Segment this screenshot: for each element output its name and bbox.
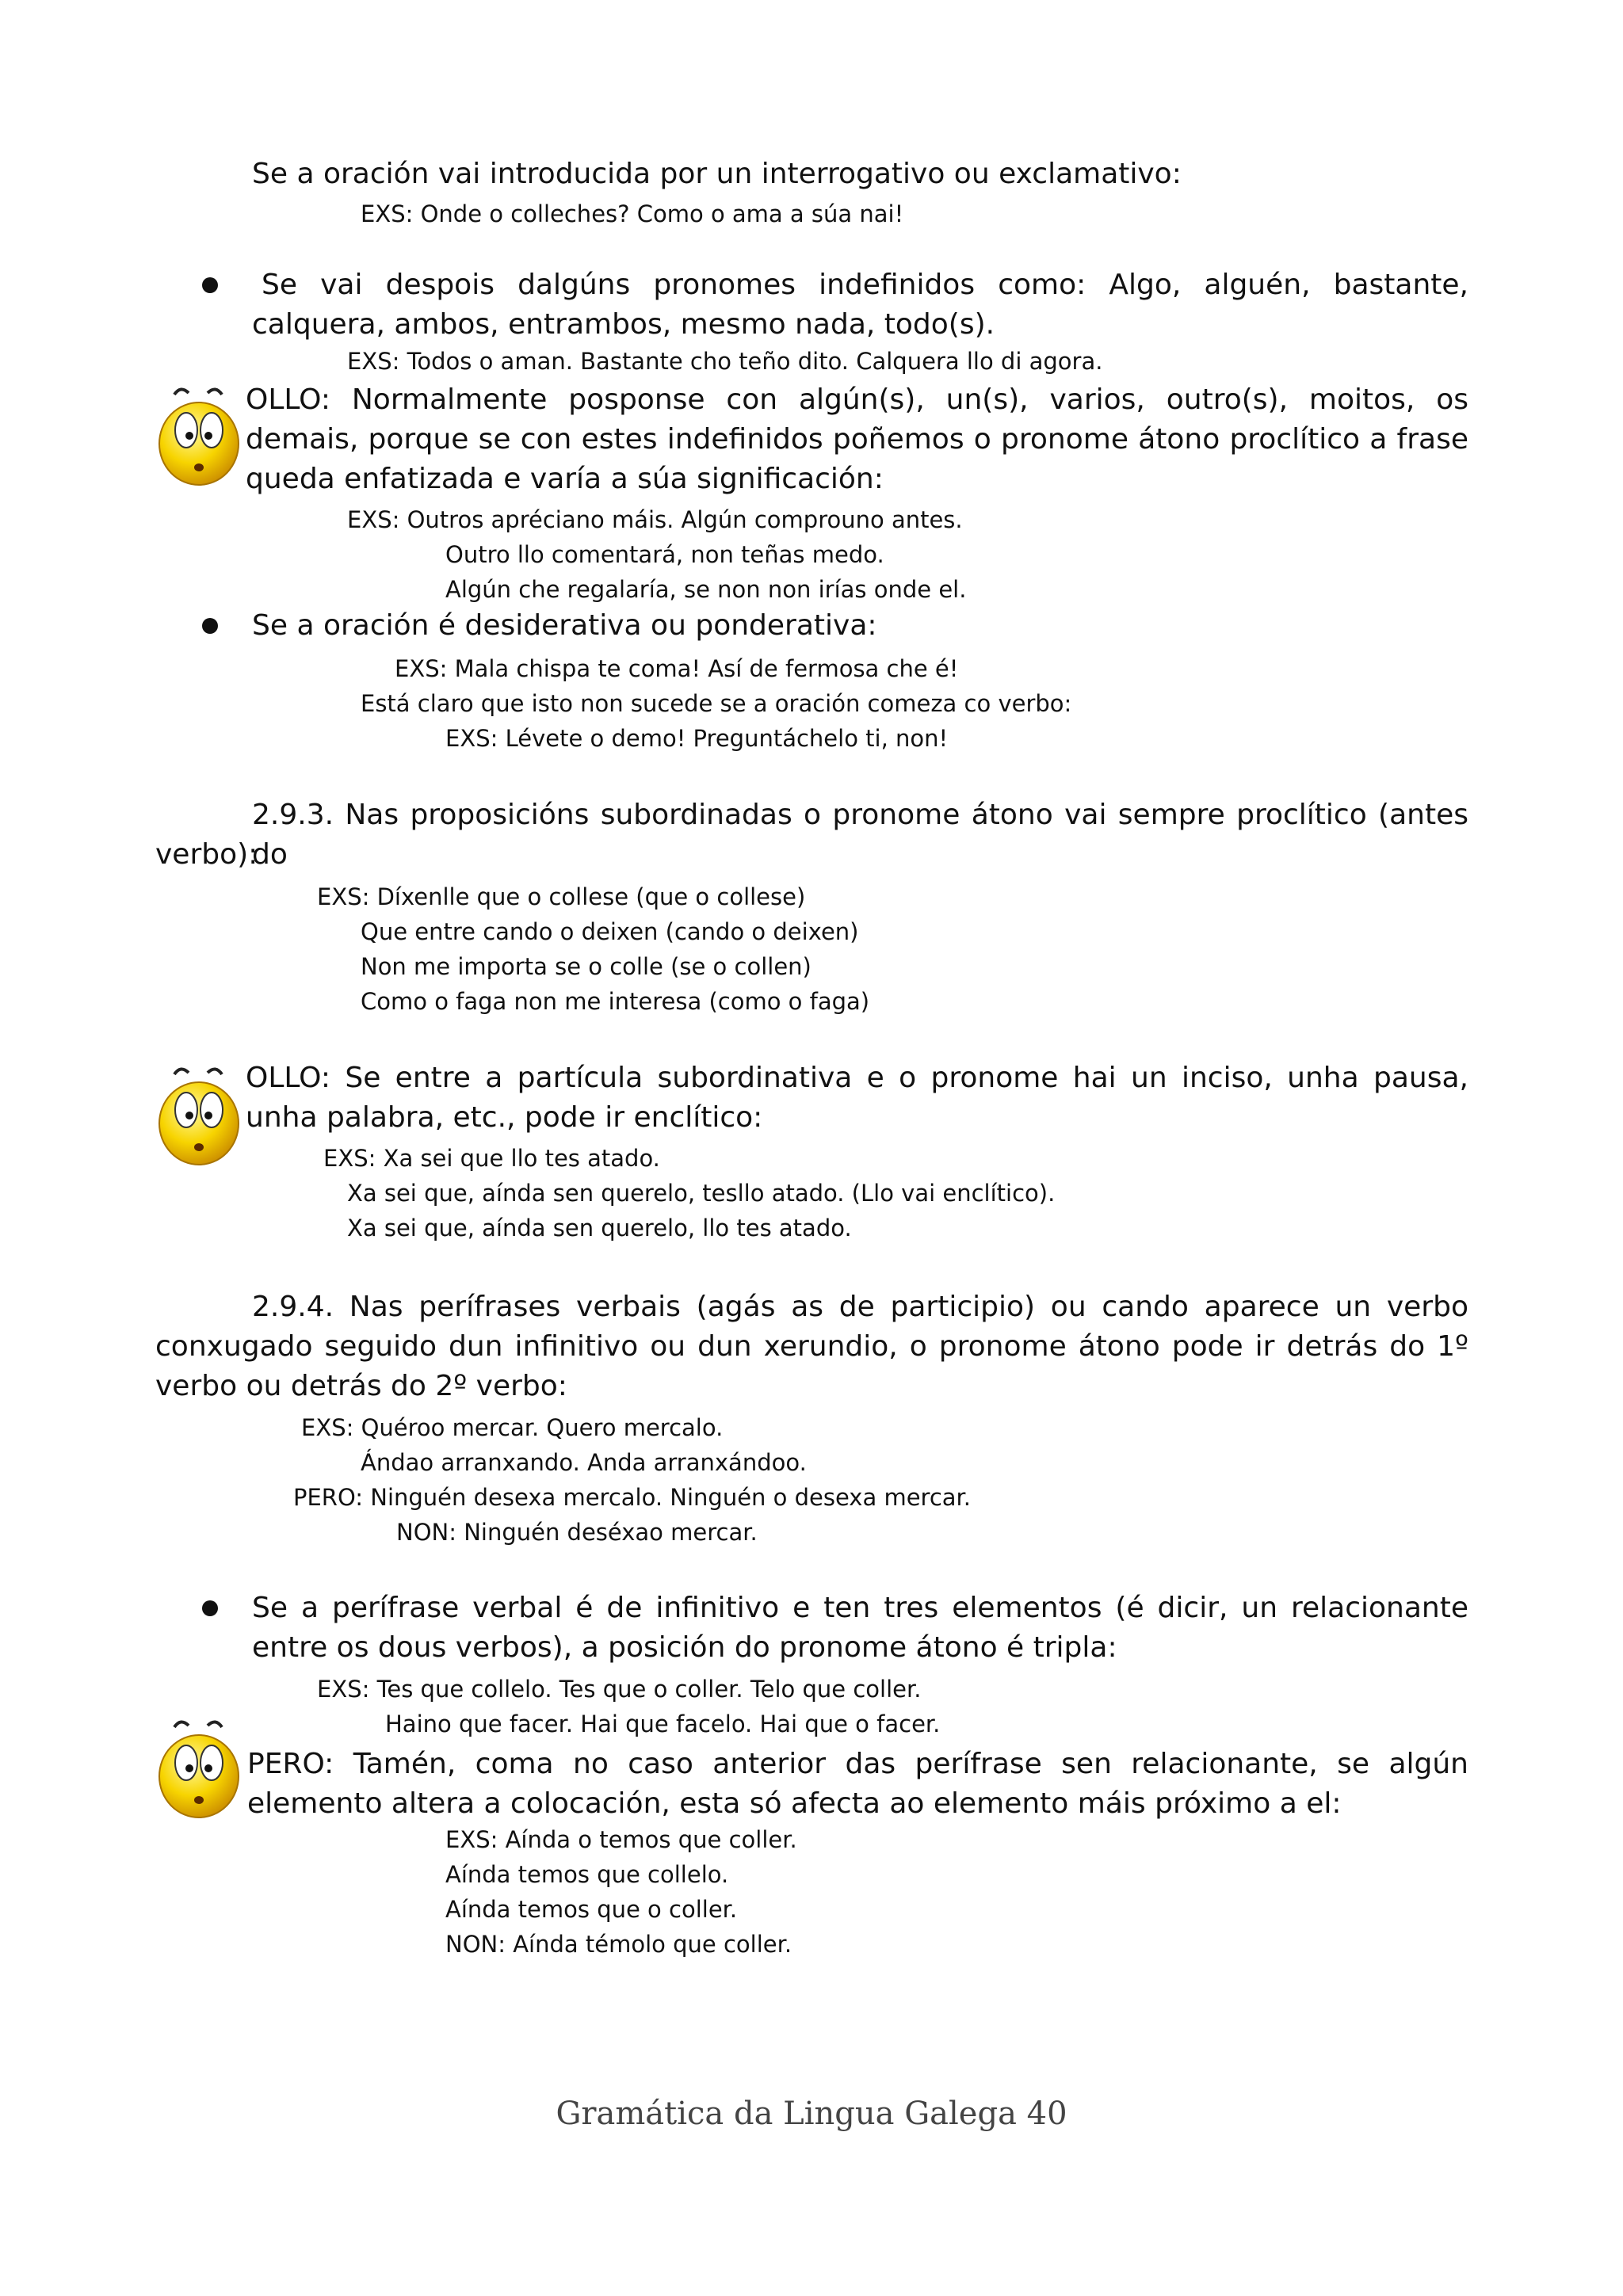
s294-example-2: Ándao arranxando. Anda arranxándoo. [361, 1449, 807, 1476]
bullet-desiderativa-examples-2: EXS: Lévete o demo! Preguntáchelo ti, non! [445, 725, 949, 752]
ollo2-example-1: EXS: Xa sei que llo tes atado. [323, 1145, 660, 1172]
pero-example-2: Aínda temos que collelo. [445, 1861, 729, 1888]
bullet-marker [202, 618, 218, 634]
ollo1-example-2: Outro llo comentará, non teñas medo. [445, 541, 884, 568]
pero-example-1: EXS: Aínda o temos que coller. [445, 1826, 797, 1853]
pero-example-3: Aínda temos que o coller. [445, 1896, 738, 1923]
bullet-desiderativa-note: Está claro que isto non sucede se a oración comeza co verbo: [361, 690, 1072, 717]
s294-example-1: EXS: Quéroo mercar. Quero mercalo. [301, 1414, 724, 1441]
bullet-desiderativa-examples: EXS: Mala chispa te coma! Así de fermosa che é! [395, 655, 959, 682]
intro-line: Se a oración vai introducida por un interrogativo ou exclamativo: [252, 158, 1182, 190]
bullet-indefinidos-text: Se vai despois dalgúns pronomes indefinidos como: Algo, alguén, bastante, calquera, ambos, entrambos, mesmo nada, todo(s). [252, 269, 1468, 341]
s294-example-3: PERO: Ninguén desexa mercalo. Ninguén o desexa mercar. [293, 1484, 972, 1511]
ollo-note-2: OLLO: Se entre a partícula subordinativa e o pronome hai un inciso, unha pausa, unha palabra, etc., pode ir enclítico: [246, 1062, 1468, 1134]
smiley-icon [157, 1060, 241, 1170]
s293-example-2: Que entre cando o deixen (cando o deixen) [361, 918, 859, 945]
s293-example-4: Como o faga non me interesa (como o faga) [361, 988, 870, 1015]
ollo1-example-3: Algún che regalaría, se non non irías onde el. [445, 576, 967, 603]
pero-note: PERO: Tamén, coma no caso anterior das perífrase sen relacionante, se algún elemento altera a colocación, esta só afecta ao elemento máis próximo a el: [247, 1748, 1468, 1820]
section-2-9-4-text: 2.9.4. Nas perífrases verbais (agás as de participio) ou cando aparece un verbo conxugado seguido dun infinitivo ou dun xerundio, o pronome átono pode ir detrás do 1º verbo ou detrás do 2º verbo: [155, 1291, 1468, 1402]
s293-example-1: EXS: Díxenlle que o collese (que o collese) [317, 883, 806, 910]
smiley-icon [157, 1713, 241, 1823]
section-2-9-3-line2: verbo): [155, 838, 258, 871]
smiley-icon [157, 380, 241, 490]
bullet-marker [202, 277, 218, 293]
bullet-marker [202, 1600, 218, 1616]
bullet3-example-2: Haino que facer. Hai que facelo. Hai que o facer. [385, 1711, 941, 1737]
pero-example-4: NON: Aínda témolo que coller. [445, 1931, 792, 1958]
bullet-desiderativa-text: Se a oración é desiderativa ou ponderativa: [252, 609, 877, 642]
s294-example-4: NON: Ninguén deséxao mercar. [396, 1519, 758, 1546]
bullet-perifrase-text: Se a perífrase verbal é de infinitivo e ten tres elementos (é dicir, un relacionante entre os dous verbos), a posición do pronome átono é tripla: [252, 1592, 1468, 1664]
ollo2-example-3: Xa sei que, aínda sen querelo, llo tes atado. [347, 1215, 852, 1241]
ollo2-example-2: Xa sei que, aínda sen querelo, tesllo atado. (Llo vai enclítico). [347, 1180, 1056, 1207]
ollo1-example-1: EXS: Outros apréciano máis. Algún comprouno antes. [347, 506, 963, 533]
intro-examples: EXS: Onde o colleches? Como o ama a súa nai! [361, 200, 904, 227]
page-footer: Gramática da Lingua Galega 40 [556, 2096, 1067, 2132]
bullet-indefinidos-examples: EXS: Todos o aman. Bastante cho teño dito. Calquera llo di agora. [347, 348, 1103, 375]
s293-example-3: Non me importa se o colle (se o collen) [361, 953, 812, 980]
bullet3-example-1: EXS: Tes que collelo. Tes que o coller. Telo que coller. [317, 1676, 922, 1703]
ollo-note-1: OLLO: Normalmente posponse con algún(s), un(s), varios, outro(s), moitos, os demais, porque se con estes indefinidos poñemos o pronome átono proclítico a frase queda enfatizada e varía a súa significación: [246, 383, 1468, 495]
section-2-9-3-line1: 2.9.3. Nas proposicións subordinadas o pronome átono vai sempre proclítico (antes do [252, 799, 1468, 871]
